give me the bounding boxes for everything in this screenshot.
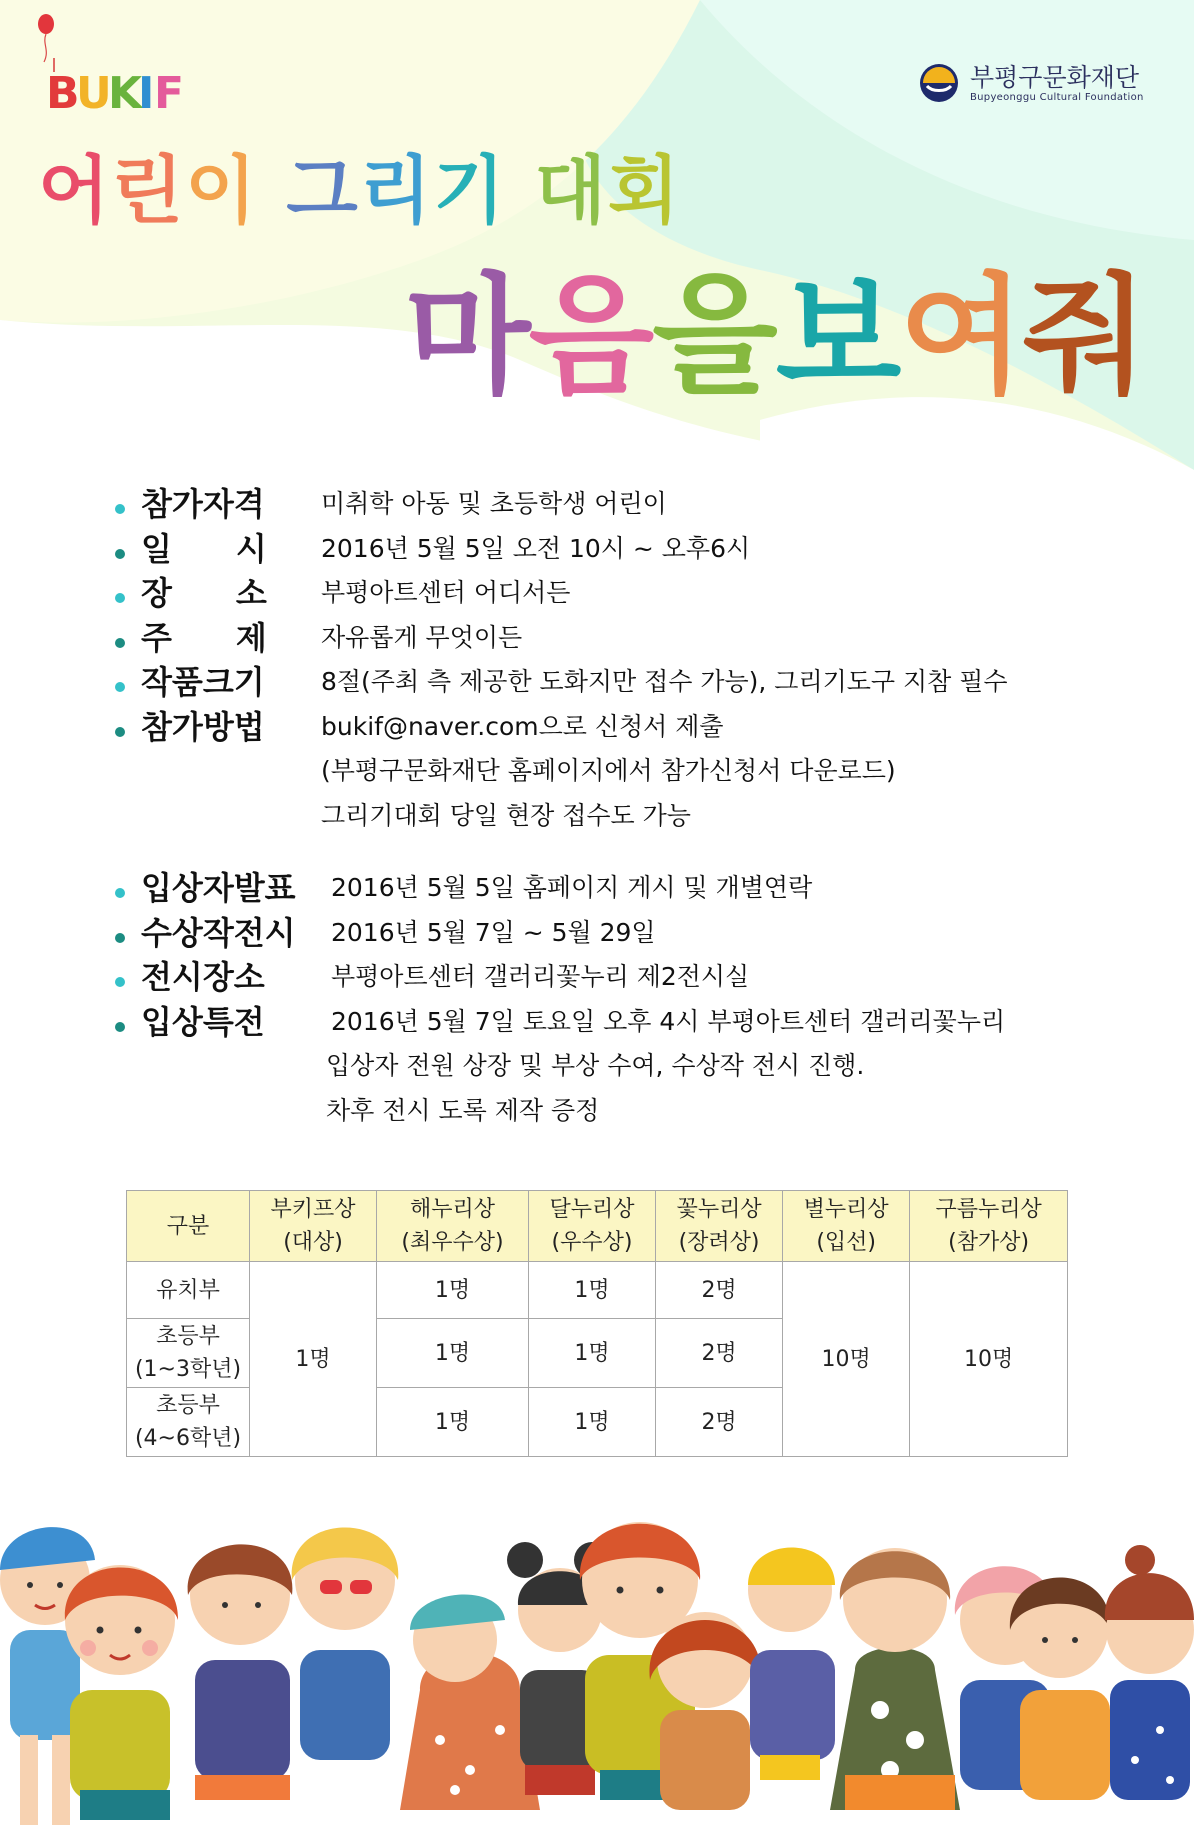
child-figure [65,1565,178,1820]
title-char: 줘 [1022,260,1147,412]
table-row [127,1262,1068,1319]
event-title [405,232,1147,419]
row-category-label: 초등부 [156,1393,220,1418]
gureum-award-count: 10명 [910,1262,1068,1457]
info-label: 수상작전시 [141,913,296,952]
bullet-icon [115,888,125,898]
info-extra: 차후 전시 도록 제작 증정 [326,1095,600,1125]
bukif-award-count: 1명 [250,1262,377,1457]
header-label: 꽃누리상 [676,1197,762,1222]
kkot-award-count: 2명 [656,1319,783,1388]
child-figure [748,1548,835,1781]
table-header [656,1191,783,1262]
foundation-emblem-icon [918,62,960,104]
info-label: 입상자발표 [141,869,296,907]
title-char: 회 [607,148,682,234]
info-value: 부평아트센터 갤러리꽃누리 제2전시실 [331,962,750,991]
table-header [783,1191,910,1262]
info-label: 입상특전 [141,1002,265,1041]
kkot-award-count: 2명 [656,1388,783,1457]
info-value: 부평아트센터 어디서든 [321,578,571,607]
header-sublabel: (입선) [816,1230,876,1255]
row-category-label: 초등부 [156,1324,220,1349]
info-label: 참가방법 [141,707,265,746]
row-category-sublabel: (1~3학년) [134,1357,242,1382]
dal-award-count: 1명 [528,1262,655,1319]
info-value: 2016년 5월 7일 ~ 5월 29일 [331,917,656,947]
table-header [250,1191,377,1262]
hae-award-count: 1명 [377,1388,529,1457]
child-figure [1105,1545,1194,1800]
title-char [507,148,535,234]
row-category [127,1262,250,1319]
info-label: 장 소 [141,574,267,612]
title-char [258,148,286,234]
title-char: 리 [359,148,434,234]
bullet-icon [115,933,125,943]
dal-award-count: 1명 [528,1388,655,1457]
title-char: 보 [775,260,900,412]
awards-table [126,1190,1068,1457]
info-row [115,616,1008,661]
table-header [910,1191,1068,1262]
header-label: 구름누리상 [935,1197,1042,1222]
info-label: 전시장소 [141,958,265,996]
bullet-icon [115,638,125,648]
info-value: 2016년 5월 5일 오전 10시 ~ 오후6시 [321,533,751,563]
kkot-award-count: 2명 [656,1262,783,1319]
foundation-name: 부평구문화재단 [970,62,1140,92]
info-label: 일 시 [141,529,267,568]
info-row [115,660,1008,705]
info-value: 2016년 5월 7일 토요일 오후 4시 부평아트센터 갤러리꽃누리 [331,1006,1006,1036]
header-sublabel: (대상) [283,1230,343,1255]
header-sublabel: (우수상) [551,1230,633,1255]
title-char: 여 [899,260,1023,412]
info-row [115,482,1008,527]
bullet-icon [115,727,125,737]
info-value: bukif@naver.com으로 신청서 제출 [321,711,724,741]
header-label: 구분 [166,1213,210,1239]
dal-award-count: 1명 [528,1319,655,1388]
info-row [115,911,1008,956]
event-subtitle [38,132,681,238]
bullet-icon [115,593,125,603]
bullet-icon [115,1022,125,1032]
bullet-icon [115,977,125,987]
event-info [115,482,1008,1133]
table-header [528,1191,655,1262]
header-sublabel: (참가상) [948,1230,1030,1255]
bukif-logo [46,58,196,122]
row-category-sublabel: (4~6학년) [134,1426,242,1451]
info-row [115,571,1008,616]
header-label: 달누리상 [549,1197,635,1222]
row-category [127,1319,250,1388]
info-value: 2016년 5월 5일 홈페이지 게시 및 개별연락 [331,873,813,902]
child-figure [188,1544,293,1800]
info-row [115,1000,1008,1045]
children-illustration [0,1480,1194,1838]
table-header [377,1191,529,1262]
info-label: 주 제 [141,618,267,657]
header-label: 부키프상 [270,1197,356,1222]
title-char: 어 [38,148,112,234]
title-char: 마 [405,260,529,412]
info-label: 작품크기 [141,663,265,701]
foundation-name-en: Bupyeonggu Cultural Foundation [970,91,1144,103]
info-label: 참가자격 [141,485,265,523]
svg-text:K: K [108,68,143,118]
info-value: 미취학 아동 및 초등학생 어린이 [321,489,667,518]
header-sublabel: (장려상) [678,1230,760,1255]
hae-award-count: 1명 [377,1262,529,1319]
foundation-logo [918,62,1144,104]
header-sublabel: (최우수상) [401,1230,504,1255]
title-char: 을 [652,260,776,412]
child-figure [830,1548,960,1810]
info-row [115,955,1008,1000]
child-figure [400,1595,540,1810]
title-char: 기 [433,148,507,234]
bullet-icon [115,682,125,692]
bukif-logo-icon [46,58,196,118]
svg-text:U: U [76,68,112,118]
info-extra: 그리기대회 당일 현장 접수도 가능 [321,800,691,830]
title-char: 그 [286,148,360,234]
title-char: 음 [528,260,653,412]
title-char: 린 [111,148,185,234]
svg-text:B: B [46,68,80,118]
bullet-icon [115,504,125,514]
info-extra: (부평구문화재단 홈페이지에서 참가신청서 다운로드) [321,756,896,785]
byeol-award-count: 10명 [783,1262,910,1457]
info-value: 8절(주최 측 제공한 도화지만 접수 가능), 그리기도구 지참 필수 [321,667,1008,696]
balloon-icon [36,14,56,64]
table-header [127,1191,250,1262]
row-category [127,1388,250,1457]
svg-text:I: I [138,68,155,118]
svg-text:F: F [154,68,185,118]
child-figure [292,1528,399,1761]
table-header-row [127,1191,1068,1262]
row-category-label: 유치부 [156,1277,220,1303]
hae-award-count: 1명 [377,1319,529,1388]
title-char: 대 [534,148,608,234]
info-row [115,705,1008,750]
info-row [115,866,1008,911]
info-value: 자유롭게 무엇이든 [321,622,523,652]
info-extra: 입상자 전원 상장 및 부상 수여, 수상작 전시 진행. [326,1051,865,1080]
title-char: 이 [184,148,259,234]
bullet-icon [115,549,125,559]
header-label: 해누리상 [410,1197,496,1222]
info-row [115,527,1008,572]
header-label: 별누리상 [803,1197,889,1222]
